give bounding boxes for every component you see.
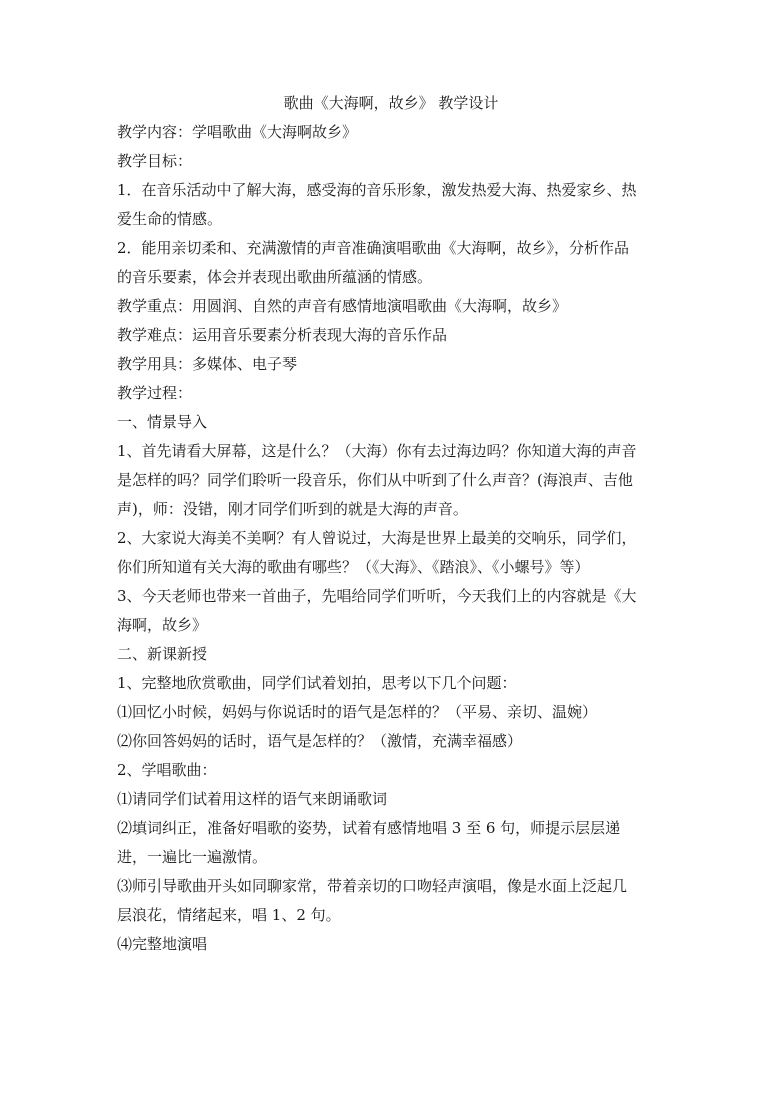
text-line: 进，一遍比一遍激情。 bbox=[117, 848, 268, 866]
section-heading: 二、新课新授 bbox=[117, 645, 208, 663]
text-line: 教学目标： bbox=[117, 152, 193, 170]
text-line: 你们所知道有关大海的歌曲有哪些？（《大海》、《踏浪》、《小螺号》等） bbox=[117, 558, 590, 576]
text-line: 教学用具：多媒体、电子琴 bbox=[117, 355, 298, 373]
text-line: 的音乐要素，体会并表现出歌曲所蕴涵的情感。 bbox=[117, 268, 433, 286]
text-line: ⑷完整地演唱 bbox=[117, 935, 208, 953]
text-line: ⑶师引导歌曲开头如同聊家常，带着亲切的口吻轻声演唱，像是水面上泛起几 bbox=[117, 877, 628, 895]
text-line: 1、首先请看大屏幕，这是什么？（大海）你有去过海边吗？你知道大海的声音 bbox=[117, 442, 637, 460]
text-line: ⑵你回答妈妈的话时，语气是怎样的？（激情，充满幸福感） bbox=[117, 732, 523, 750]
text-line: 教学过程： bbox=[117, 384, 193, 402]
text-line: ⑴请同学们试着用这样的语气来朗诵歌词 bbox=[117, 790, 388, 808]
text-line: 2、学唱歌曲： bbox=[117, 761, 217, 779]
text-line: 声)，师：没错，刚才同学们听到的就是大海的声音。 bbox=[117, 500, 468, 518]
text-line: 2、大家说大海美不美啊？有人曾说过，大海是世界上最美的交响乐，同学们， bbox=[117, 529, 637, 547]
text-line: 2．能用亲切柔和、充满激情的声音准确演唱歌曲《大海啊，故乡》，分析作品 bbox=[117, 239, 630, 257]
text-line: ⑵填词纠正，准备好唱歌的姿势，试着有感情地唱 3 至 6 句，师提示层层递 bbox=[117, 819, 621, 837]
text-line: 爱生命的情感。 bbox=[117, 210, 223, 228]
text-line: 1．在音乐活动中了解大海，感受海的音乐形象，激发热爱大海、热爱家乡、热 bbox=[117, 181, 637, 199]
text-line: 教学内容：学唱歌曲《大海啊故乡》 bbox=[117, 123, 358, 141]
text-line: 是怎样的吗？同学们聆听一段音乐，你们从中听到了什么声音？(海浪声、吉他 bbox=[117, 471, 633, 489]
section-heading: 一、情景导入 bbox=[117, 413, 208, 431]
text-line: 教学重点：用圆润、自然的声音有感情地演唱歌曲《大海啊，故乡》 bbox=[117, 297, 568, 315]
text-line: 教学难点：运用音乐要素分析表现大海的音乐作品 bbox=[117, 326, 448, 344]
text-line: 3、今天老师也带来一首曲子，先唱给同学们听听，今天我们上的内容就是《大 bbox=[117, 587, 637, 605]
text-line: ⑴回忆小时候，妈妈与你说话时的语气是怎样的？（平易、亲切、温婉） bbox=[117, 703, 598, 721]
text-line: 海啊，故乡》 bbox=[117, 616, 208, 634]
text-line: 层浪花，情绪起来，唱 1、2 句。 bbox=[117, 906, 341, 924]
document-title: 歌曲《大海啊，故乡》 教学设计 bbox=[283, 94, 499, 112]
text-line: 1、完整地欣赏歌曲，同学们试着划拍，思考以下几个问题： bbox=[117, 674, 517, 692]
document-page bbox=[117, 89, 665, 959]
